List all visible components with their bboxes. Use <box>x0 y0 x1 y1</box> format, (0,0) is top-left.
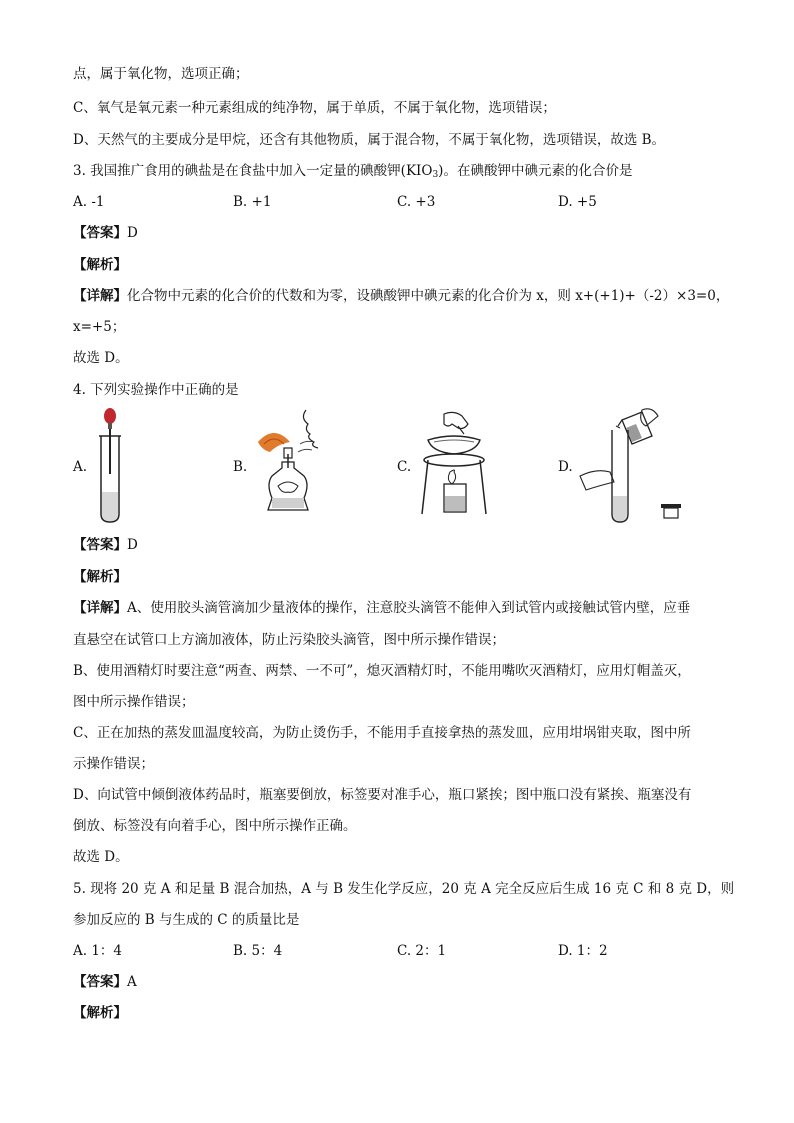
q3-detail-continued: x=+5； <box>73 319 126 335</box>
question-4-stem: 4. 下列实验操作中正确的是 <box>73 382 239 398</box>
q4-detail-continued: B、使用酒精灯时要注意“两查、两禁、一不可”，熄灭酒精灯时，不能用嘴吹灭酒精灯，应用灯帽盖灭， <box>73 663 691 679</box>
question-3-stem: 3. 我国推广食用的碘盐是在食盐中加入一定量的碘酸钾$(KIO_3)$。在碘酸钾中碘元素的化合价是 <box>73 163 633 180</box>
evaporating-dish-figure <box>414 410 494 518</box>
q5-answer: 【答案】A <box>73 974 137 990</box>
q5-option-a: A. 1：4 <box>73 943 123 959</box>
q4-detail-continued: C、正在加热的蒸发皿温度较高，为防止烫伤手，不能用手直接拿热的蒸发皿，应用坩埚钳夹取，图中所 <box>73 725 691 741</box>
q4-detail-continued: 图中所示操作错误； <box>73 694 195 710</box>
dropper-test-tube-figure <box>92 406 128 526</box>
q4-analysis-heading: 【解析】 <box>73 569 127 585</box>
text-line: D、天然气的主要成分是甲烷，还含有其他物质，属于混合物，不属于氧化物，选项错误，故选 B。 <box>73 132 666 148</box>
q3-option-b: B. +1 <box>233 194 272 210</box>
q4-detail-continued: D、向试管中倾倒液体药品时，瓶塞要倒放，标签要对准手心，瓶口紧挨；图中瓶口没有紧挨、瓶塞没有 <box>73 787 692 803</box>
q4-conclusion: 故选 D。 <box>73 849 129 865</box>
q3-conclusion: 故选 D。 <box>73 350 129 366</box>
q3-option-d: D. +5 <box>558 194 597 210</box>
text-line: C、氧气是氧元素一种元素组成的纯净物，属于单质，不属于氧化物，选项错误； <box>73 100 556 116</box>
q3-option-a: A. -1 <box>73 194 105 210</box>
q4-figure-label-c: C. <box>397 459 412 475</box>
text-line: 点，属于氧化物，选项正确； <box>73 66 249 82</box>
pouring-liquid-figure <box>576 406 686 526</box>
q5-option-d: D. 1：2 <box>558 943 608 959</box>
q4-figure-label-a: A. <box>73 459 88 475</box>
question-5-stem-continued: 参加反应的 B 与生成的 C 的质量比是 <box>73 912 300 928</box>
q3-analysis-heading: 【解析】 <box>73 257 127 273</box>
q4-detail-continued: 倒放、标签没有向着手心，图中所示操作正确。 <box>73 818 357 834</box>
q4-detail-continued: 直悬空在试管口上方滴加液体，防止污染胶头滴管，图中所示操作错误； <box>73 632 505 648</box>
q5-option-b: B. 5：4 <box>233 943 283 959</box>
blowing-out-lamp-figure <box>248 408 338 520</box>
q3-detail: 【详解】化合物中元素的化合价的代数和为零，设碘酸钾中碘元素的化合价为 x，则 x+(+1)+（-2）×3=0， <box>73 288 730 304</box>
q5-option-c: C. 2：1 <box>397 943 447 959</box>
q4-detail: 【详解】A、使用胶头滴管滴加少量液体的操作，注意胶头滴管不能伸入到试管内或接触试管内壁，应垂 <box>73 600 691 616</box>
q4-detail-continued: 示操作错误； <box>73 756 154 772</box>
q3-answer: 【答案】D <box>73 225 138 241</box>
q4-answer: 【答案】D <box>73 537 138 553</box>
q4-figure-label-b: B. <box>233 459 248 475</box>
question-5-stem: 5. 现将 20 克 A 和足量 B 混合加热，A 与 B 发生化学反应，20 克 A 完全反应后生成 16 克 C 和 8 克 D，则 <box>73 881 735 897</box>
q5-analysis-heading: 【解析】 <box>73 1005 127 1021</box>
q4-figure-label-d: D. <box>558 459 573 475</box>
q3-option-c: C. +3 <box>397 194 436 210</box>
